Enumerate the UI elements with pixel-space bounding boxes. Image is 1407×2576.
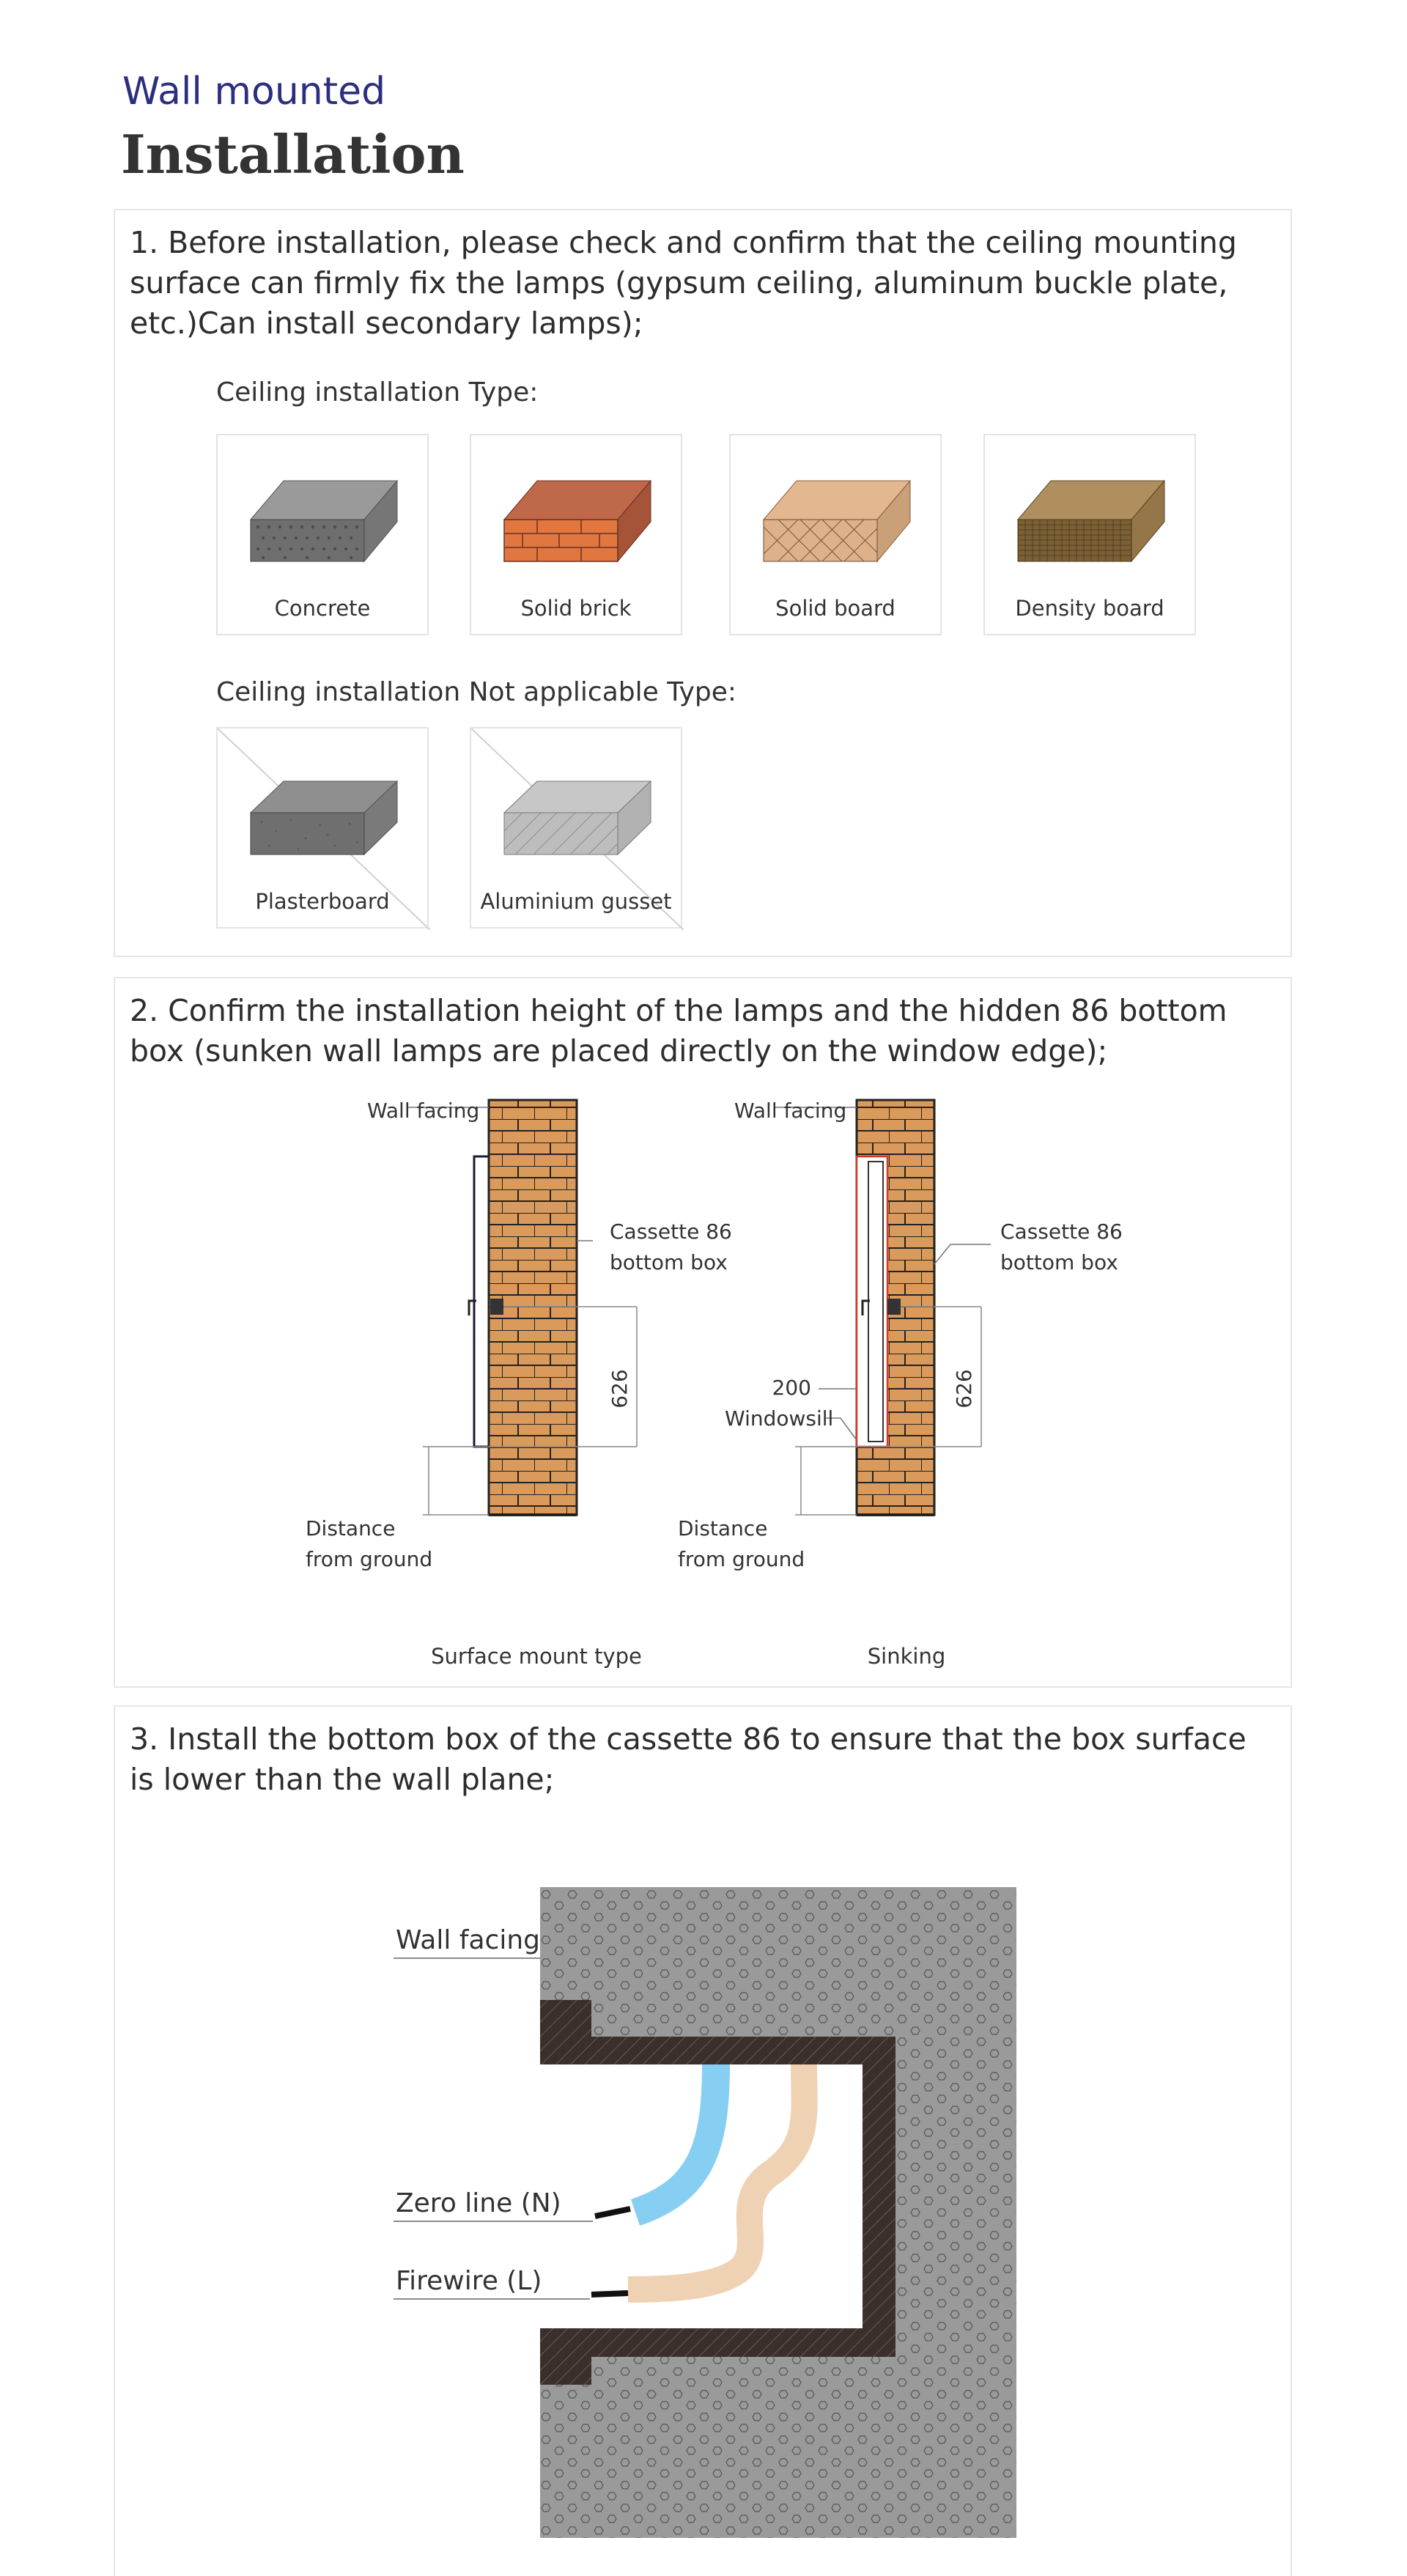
dimension-label: 626: [952, 1369, 976, 1409]
box-label-1: Cassette 86: [610, 1219, 732, 1244]
box-label-2: bottom box: [1000, 1250, 1118, 1274]
step1-panel: [114, 209, 1292, 957]
material-label: Aluminium gusset: [480, 889, 672, 914]
page-title: Installation: [121, 123, 465, 185]
height-diagram: [115, 978, 1290, 1686]
step3-text: 3. Install the bottom box of the cassette 86 to ensure that the box surface is lower than the wall plane;: [130, 1721, 1247, 1797]
material-card-solid-brick: [470, 434, 682, 635]
dimension-label: 626: [608, 1369, 632, 1409]
box-label-2: bottom box: [610, 1250, 728, 1274]
surface-mount-diagram: [306, 1099, 732, 1669]
wiring-diagram: [115, 1707, 1290, 2576]
wall-facing-label: Wall facing: [734, 1099, 847, 1123]
ground-label-1: Distance: [306, 1516, 396, 1540]
sinking-caption: Sinking: [867, 1644, 946, 1669]
wall-facing-label: Wall facing: [396, 1925, 540, 1955]
applicable-label: Ceiling installation Type:: [216, 377, 539, 407]
page-subtitle: Wall mounted: [122, 70, 386, 114]
not-applicable-label: Ceiling installation Not applicable Type:: [216, 677, 737, 707]
ground-label-1: Distance: [678, 1516, 768, 1540]
windowsill-label: Windowsill: [725, 1406, 834, 1431]
material-label: Solid brick: [520, 596, 632, 621]
material-label: Density board: [1015, 596, 1164, 621]
sinking-diagram: [678, 1099, 1123, 1669]
material-card-plasterboard: [216, 727, 429, 929]
box-label-1: Cassette 86: [1000, 1219, 1123, 1244]
material-card-aluminium-gusset: [470, 727, 682, 929]
ground-label-2: from ground: [678, 1547, 805, 1571]
surface-mount-caption: Surface mount type: [431, 1644, 642, 1669]
zero-line-label: Zero line (N): [396, 2188, 561, 2218]
material-label: Solid board: [775, 596, 895, 621]
material-card-solid-board: [729, 434, 942, 635]
step2-panel: [114, 977, 1292, 1688]
step3-panel: [114, 1705, 1292, 2576]
step1-text: 1. Before installation, please check and confirm that the ceiling mounting surface can firmly fix the lamps (gypsum ceiling, aluminum buckle plate, etc.)Can install secondary lamps);: [130, 225, 1237, 341]
wall-facing-label: Wall facing: [367, 1099, 480, 1123]
material-label: Concrete: [274, 596, 371, 621]
step2-text: 2. Confirm the installation height of the lamps and the hidden 86 bottom box (sunken wall lamps are placed directly on the window edge);: [130, 993, 1227, 1069]
firewire-label: Firewire (L): [396, 2266, 542, 2296]
material-label: Plasterboard: [255, 889, 390, 914]
material-card-density-board: [983, 434, 1196, 635]
sill-value-label: 200: [772, 1376, 811, 1400]
material-card-concrete: [216, 434, 429, 635]
ground-label-2: from ground: [306, 1547, 433, 1571]
